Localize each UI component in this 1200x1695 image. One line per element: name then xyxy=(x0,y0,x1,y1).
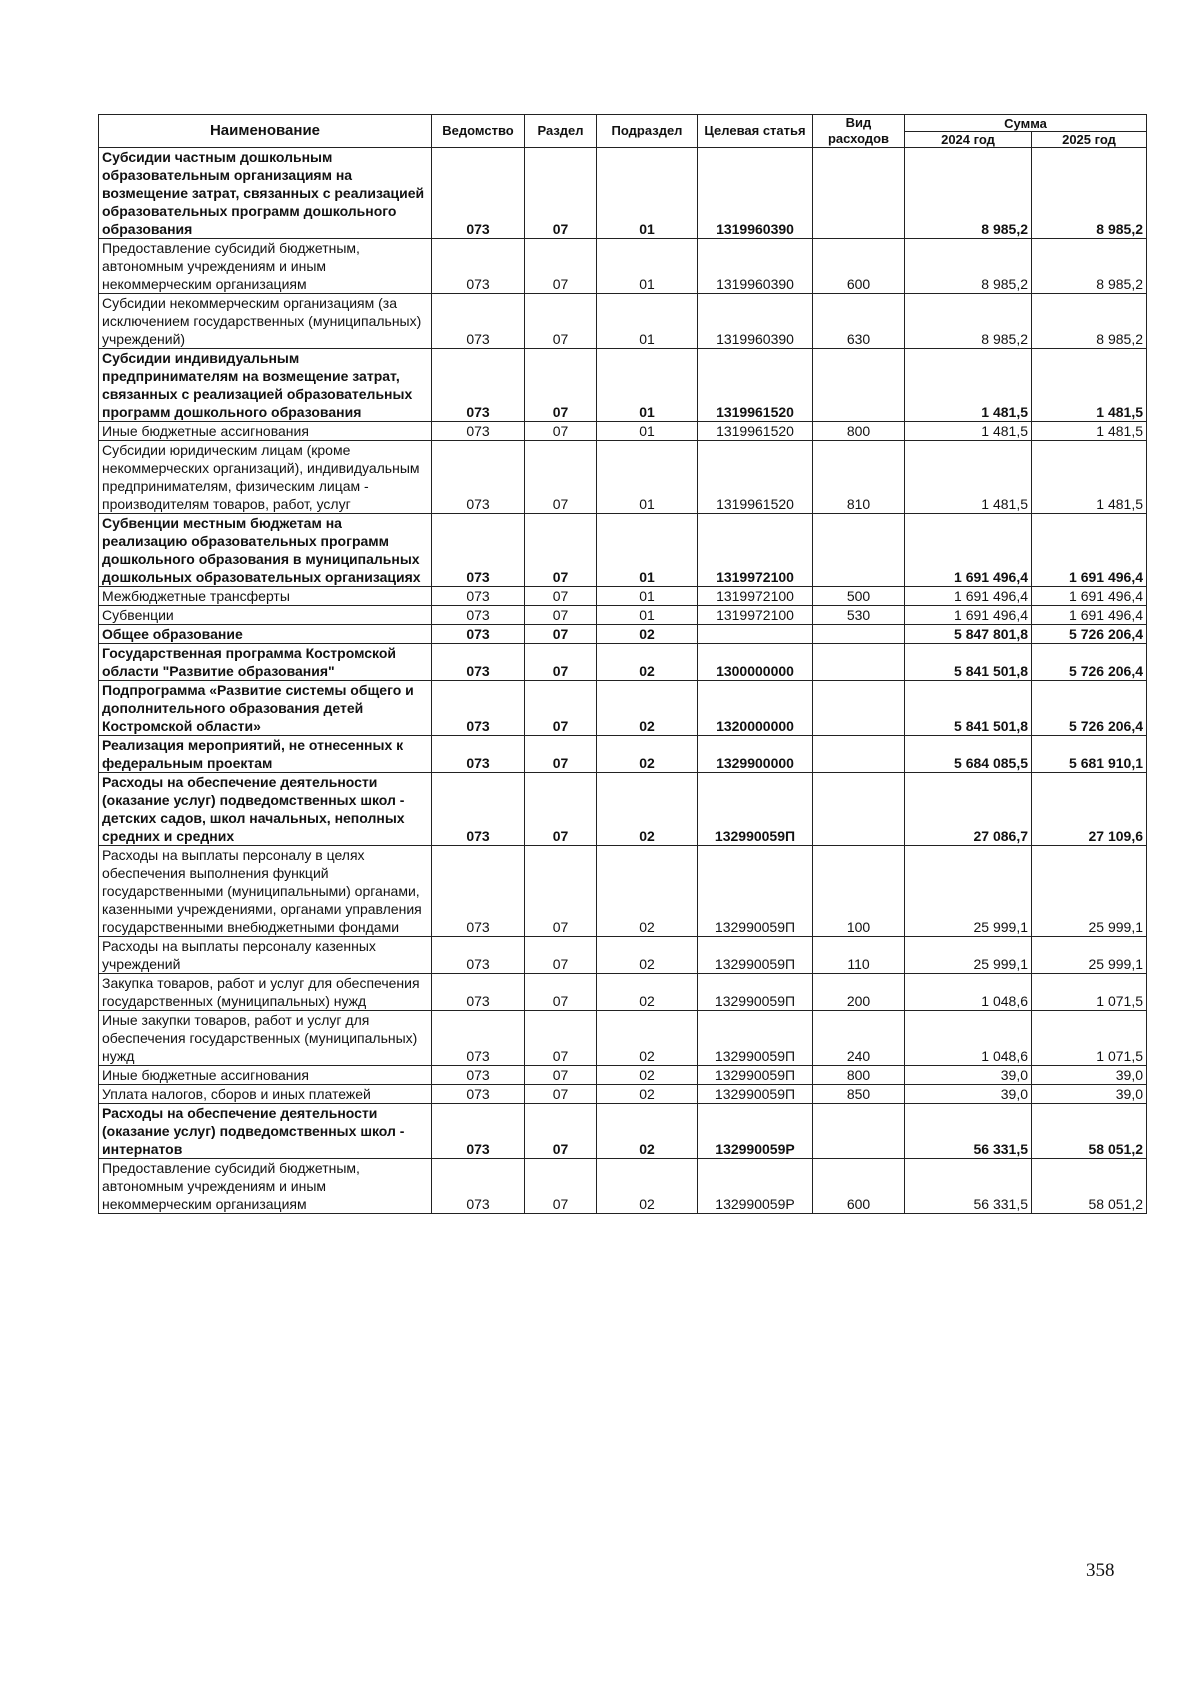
row-vid-raskhodov: 850 xyxy=(813,1085,905,1104)
row-sum-2024: 5 841 501,8 xyxy=(905,681,1032,736)
row-sum-2025: 58 051,2 xyxy=(1032,1104,1147,1159)
row-vid-raskhodov xyxy=(813,514,905,587)
row-vedomstvo: 073 xyxy=(432,773,525,846)
row-sum-2024: 25 999,1 xyxy=(905,846,1032,937)
row-sum-2025: 1 071,5 xyxy=(1032,974,1147,1011)
row-vedomstvo: 073 xyxy=(432,736,525,773)
row-vedomstvo: 073 xyxy=(432,441,525,514)
row-razdel: 07 xyxy=(525,606,597,625)
row-podrazdel: 02 xyxy=(597,1066,698,1085)
row-celevaya-statya xyxy=(698,625,813,644)
row-celevaya-statya: 1319972100 xyxy=(698,606,813,625)
row-name: Расходы на выплаты персоналу казенных учреждений xyxy=(99,937,432,974)
table-row xyxy=(99,514,1147,587)
row-vid-raskhodov: 110 xyxy=(813,937,905,974)
row-celevaya-statya: 132990059Р xyxy=(698,1159,813,1214)
row-vid-raskhodov: 600 xyxy=(813,239,905,294)
row-celevaya-statya: 1319961520 xyxy=(698,349,813,422)
row-celevaya-statya: 1319972100 xyxy=(698,587,813,606)
table-row xyxy=(99,736,1147,773)
row-sum-2025: 39,0 xyxy=(1032,1066,1147,1085)
row-razdel: 07 xyxy=(525,1104,597,1159)
row-vid-raskhodov: 800 xyxy=(813,1066,905,1085)
row-celevaya-statya: 132990059П xyxy=(698,937,813,974)
row-vid-raskhodov: 500 xyxy=(813,587,905,606)
table-row xyxy=(99,441,1147,514)
row-podrazdel: 01 xyxy=(597,349,698,422)
row-sum-2024: 8 985,2 xyxy=(905,294,1032,349)
row-sum-2025: 1 691 496,4 xyxy=(1032,587,1147,606)
row-sum-2025: 58 051,2 xyxy=(1032,1159,1147,1214)
row-sum-2024: 1 691 496,4 xyxy=(905,606,1032,625)
row-vid-raskhodov: 800 xyxy=(813,422,905,441)
row-name: Уплата налогов, сборов и иных платежей xyxy=(99,1085,432,1104)
row-vedomstvo: 073 xyxy=(432,1011,525,1066)
row-sum-2024: 8 985,2 xyxy=(905,239,1032,294)
row-name: Субсидии частным дошкольным образовательным организациям на возмещение затрат, связанных с реализацией образовательных программ дошкольного образования xyxy=(99,148,432,239)
row-vid-raskhodov xyxy=(813,1104,905,1159)
table-row xyxy=(99,773,1147,846)
row-podrazdel: 02 xyxy=(597,937,698,974)
row-podrazdel: 02 xyxy=(597,625,698,644)
row-name: Реализация мероприятий, не отнесенных к федеральным проектам xyxy=(99,736,432,773)
row-razdel: 07 xyxy=(525,846,597,937)
row-vid-raskhodov: 200 xyxy=(813,974,905,1011)
row-name: Подпрограмма «Развитие системы общего и дополнительного образования детей Костромской области» xyxy=(99,681,432,736)
row-sum-2024: 8 985,2 xyxy=(905,148,1032,239)
row-sum-2025: 5 726 206,4 xyxy=(1032,644,1147,681)
table-row xyxy=(99,148,1147,239)
row-vid-raskhodov xyxy=(813,625,905,644)
row-sum-2024: 1 691 496,4 xyxy=(905,514,1032,587)
row-podrazdel: 01 xyxy=(597,441,698,514)
row-sum-2024: 1 048,6 xyxy=(905,1011,1032,1066)
header-year-2024: 2024 год xyxy=(905,132,1032,148)
row-celevaya-statya: 1319960390 xyxy=(698,294,813,349)
row-sum-2025: 1 481,5 xyxy=(1032,422,1147,441)
table-row xyxy=(99,974,1147,1011)
row-sum-2025: 5 726 206,4 xyxy=(1032,681,1147,736)
row-name: Иные бюджетные ассигнования xyxy=(99,422,432,441)
row-podrazdel: 01 xyxy=(597,422,698,441)
table-row xyxy=(99,625,1147,644)
row-name: Межбюджетные трансферты xyxy=(99,587,432,606)
row-podrazdel: 01 xyxy=(597,587,698,606)
row-sum-2024: 1 481,5 xyxy=(905,349,1032,422)
row-razdel: 07 xyxy=(525,441,597,514)
row-vedomstvo: 073 xyxy=(432,1104,525,1159)
row-sum-2025: 1 481,5 xyxy=(1032,349,1147,422)
row-sum-2025: 39,0 xyxy=(1032,1085,1147,1104)
row-celevaya-statya: 1319961520 xyxy=(698,441,813,514)
row-razdel: 07 xyxy=(525,773,597,846)
row-razdel: 07 xyxy=(525,587,597,606)
row-podrazdel: 02 xyxy=(597,1104,698,1159)
table-row xyxy=(99,846,1147,937)
table-row xyxy=(99,349,1147,422)
row-razdel: 07 xyxy=(525,644,597,681)
row-podrazdel: 01 xyxy=(597,239,698,294)
header-vedomstvo: Ведомство xyxy=(432,115,525,148)
row-vid-raskhodov xyxy=(813,148,905,239)
row-vid-raskhodov xyxy=(813,349,905,422)
row-podrazdel: 02 xyxy=(597,1085,698,1104)
row-razdel: 07 xyxy=(525,148,597,239)
row-vedomstvo: 073 xyxy=(432,587,525,606)
row-sum-2025: 8 985,2 xyxy=(1032,239,1147,294)
row-razdel: 07 xyxy=(525,681,597,736)
row-celevaya-statya: 1320000000 xyxy=(698,681,813,736)
header-celevaya-statya: Целевая статья xyxy=(698,115,813,148)
row-celevaya-statya: 132990059П xyxy=(698,1085,813,1104)
row-sum-2025: 5 681 910,1 xyxy=(1032,736,1147,773)
row-razdel: 07 xyxy=(525,1011,597,1066)
row-celevaya-statya: 132990059П xyxy=(698,846,813,937)
row-razdel: 07 xyxy=(525,625,597,644)
row-name: Субсидии индивидуальным предпринимателям на возмещение затрат, связанных с реализацией образовательных программ дошкольного образования xyxy=(99,349,432,422)
row-name: Субвенции xyxy=(99,606,432,625)
row-vedomstvo: 073 xyxy=(432,846,525,937)
table-row xyxy=(99,587,1147,606)
row-vedomstvo: 073 xyxy=(432,422,525,441)
row-razdel: 07 xyxy=(525,422,597,441)
page-number: 358 xyxy=(1086,1560,1115,1581)
table-row xyxy=(99,1085,1147,1104)
row-name: Предоставление субсидий бюджетным, автономным учреждениям и иным некоммерческим организациям xyxy=(99,1159,432,1214)
budget-table xyxy=(98,114,1147,1214)
row-sum-2024: 56 331,5 xyxy=(905,1159,1032,1214)
row-sum-2024: 39,0 xyxy=(905,1066,1032,1085)
row-vid-raskhodov xyxy=(813,681,905,736)
row-name: Иные бюджетные ассигнования xyxy=(99,1066,432,1085)
row-celevaya-statya: 1319960390 xyxy=(698,148,813,239)
row-sum-2025: 27 109,6 xyxy=(1032,773,1147,846)
row-razdel: 07 xyxy=(525,294,597,349)
row-razdel: 07 xyxy=(525,937,597,974)
table-row xyxy=(99,294,1147,349)
row-sum-2025: 1 691 496,4 xyxy=(1032,514,1147,587)
row-podrazdel: 01 xyxy=(597,606,698,625)
row-sum-2024: 1 481,5 xyxy=(905,441,1032,514)
row-razdel: 07 xyxy=(525,736,597,773)
row-vid-raskhodov: 600 xyxy=(813,1159,905,1214)
table-row xyxy=(99,1104,1147,1159)
row-name: Государственная программа Костромской области "Развитие образования" xyxy=(99,644,432,681)
table-row xyxy=(99,606,1147,625)
row-vedomstvo: 073 xyxy=(432,1159,525,1214)
row-sum-2025: 25 999,1 xyxy=(1032,846,1147,937)
row-sum-2025: 25 999,1 xyxy=(1032,937,1147,974)
row-celevaya-statya: 132990059П xyxy=(698,974,813,1011)
row-vid-raskhodov: 240 xyxy=(813,1011,905,1066)
table-row xyxy=(99,239,1147,294)
table-row xyxy=(99,644,1147,681)
row-name: Иные закупки товаров, работ и услуг для обеспечения государственных (муниципальных) нужд xyxy=(99,1011,432,1066)
row-razdel: 07 xyxy=(525,1066,597,1085)
row-podrazdel: 01 xyxy=(597,294,698,349)
row-sum-2025: 1 071,5 xyxy=(1032,1011,1147,1066)
row-podrazdel: 02 xyxy=(597,1011,698,1066)
row-podrazdel: 02 xyxy=(597,644,698,681)
row-vid-raskhodov xyxy=(813,773,905,846)
row-name: Общее образование xyxy=(99,625,432,644)
table-row xyxy=(99,1011,1147,1066)
row-vedomstvo: 073 xyxy=(432,937,525,974)
row-vid-raskhodov xyxy=(813,644,905,681)
row-podrazdel: 02 xyxy=(597,846,698,937)
row-podrazdel: 02 xyxy=(597,974,698,1011)
row-name: Субсидии юридическим лицам (кроме некоммерческих организаций), индивидуальным предпринимателям, физическим лицам - производителям товаров, работ, услуг xyxy=(99,441,432,514)
row-name: Расходы на выплаты персоналу в целях обеспечения выполнения функций государственными (муниципальными) органами, казенными учреждениями, органами управления государственными внебюджетными фондами xyxy=(99,846,432,937)
table-row xyxy=(99,1066,1147,1085)
row-vedomstvo: 073 xyxy=(432,606,525,625)
row-name: Субвенции местным бюджетам на реализацию образовательных программ дошкольного образования в муниципальных дошкольных образовательных организациях xyxy=(99,514,432,587)
row-sum-2024: 25 999,1 xyxy=(905,937,1032,974)
table-body xyxy=(99,148,1147,1214)
row-vid-raskhodov: 530 xyxy=(813,606,905,625)
row-vid-raskhodov: 810 xyxy=(813,441,905,514)
row-sum-2024: 1 048,6 xyxy=(905,974,1032,1011)
row-razdel: 07 xyxy=(525,974,597,1011)
row-sum-2025: 1 481,5 xyxy=(1032,441,1147,514)
row-podrazdel: 02 xyxy=(597,1159,698,1214)
row-name: Предоставление субсидий бюджетным, автономным учреждениям и иным некоммерческим организациям xyxy=(99,239,432,294)
row-celevaya-statya: 132990059Р xyxy=(698,1104,813,1159)
row-vid-raskhodov: 630 xyxy=(813,294,905,349)
row-razdel: 07 xyxy=(525,1159,597,1214)
row-razdel: 07 xyxy=(525,514,597,587)
row-sum-2025: 8 985,2 xyxy=(1032,294,1147,349)
row-razdel: 07 xyxy=(525,349,597,422)
row-vid-raskhodov xyxy=(813,736,905,773)
row-sum-2025: 5 726 206,4 xyxy=(1032,625,1147,644)
row-vedomstvo: 073 xyxy=(432,514,525,587)
row-vedomstvo: 073 xyxy=(432,1085,525,1104)
row-celevaya-statya: 132990059П xyxy=(698,773,813,846)
row-name: Закупка товаров, работ и услуг для обеспечения государственных (муниципальных) нужд xyxy=(99,974,432,1011)
row-sum-2024: 1 481,5 xyxy=(905,422,1032,441)
row-podrazdel: 02 xyxy=(597,736,698,773)
row-sum-2024: 56 331,5 xyxy=(905,1104,1032,1159)
table-row xyxy=(99,422,1147,441)
row-celevaya-statya: 132990059П xyxy=(698,1011,813,1066)
row-sum-2024: 5 847 801,8 xyxy=(905,625,1032,644)
table-row xyxy=(99,681,1147,736)
header-vid-raskhodov: Вид расходов xyxy=(813,115,905,148)
row-name: Расходы на обеспечение деятельности (оказание услуг) подведомственных школ - детских садов, школ начальных, неполных средних и средних xyxy=(99,773,432,846)
row-name: Субсидии некоммерческим организациям (за исключением государственных (муниципальных) учреждений) xyxy=(99,294,432,349)
row-sum-2024: 27 086,7 xyxy=(905,773,1032,846)
row-name: Расходы на обеспечение деятельности (оказание услуг) подведомственных школ - интернатов xyxy=(99,1104,432,1159)
row-podrazdel: 02 xyxy=(597,773,698,846)
row-razdel: 07 xyxy=(525,239,597,294)
header-year-2025: 2025 год xyxy=(1032,132,1147,148)
row-podrazdel: 01 xyxy=(597,514,698,587)
row-vedomstvo: 073 xyxy=(432,1066,525,1085)
row-sum-2024: 5 841 501,8 xyxy=(905,644,1032,681)
row-celevaya-statya: 1319960390 xyxy=(698,239,813,294)
row-vedomstvo: 073 xyxy=(432,239,525,294)
row-sum-2024: 39,0 xyxy=(905,1085,1032,1104)
table-row xyxy=(99,937,1147,974)
header-name: Наименование xyxy=(99,115,432,148)
row-vedomstvo: 073 xyxy=(432,148,525,239)
row-celevaya-statya: 1300000000 xyxy=(698,644,813,681)
row-vid-raskhodov: 100 xyxy=(813,846,905,937)
table-row xyxy=(99,1159,1147,1214)
row-sum-2025: 8 985,2 xyxy=(1032,148,1147,239)
row-sum-2025: 1 691 496,4 xyxy=(1032,606,1147,625)
row-vedomstvo: 073 xyxy=(432,974,525,1011)
row-sum-2024: 1 691 496,4 xyxy=(905,587,1032,606)
row-vedomstvo: 073 xyxy=(432,625,525,644)
row-podrazdel: 02 xyxy=(597,681,698,736)
row-celevaya-statya: 1319961520 xyxy=(698,422,813,441)
row-celevaya-statya: 1319972100 xyxy=(698,514,813,587)
row-podrazdel: 01 xyxy=(597,148,698,239)
header-podrazdel: Подраздел xyxy=(597,115,698,148)
row-sum-2024: 5 684 085,5 xyxy=(905,736,1032,773)
row-razdel: 07 xyxy=(525,1085,597,1104)
row-celevaya-statya: 1329900000 xyxy=(698,736,813,773)
row-celevaya-statya: 132990059П xyxy=(698,1066,813,1085)
header-razdel: Раздел xyxy=(525,115,597,148)
row-vedomstvo: 073 xyxy=(432,294,525,349)
row-vedomstvo: 073 xyxy=(432,681,525,736)
row-vedomstvo: 073 xyxy=(432,644,525,681)
row-vedomstvo: 073 xyxy=(432,349,525,422)
header-summa: Сумма xyxy=(905,115,1147,132)
